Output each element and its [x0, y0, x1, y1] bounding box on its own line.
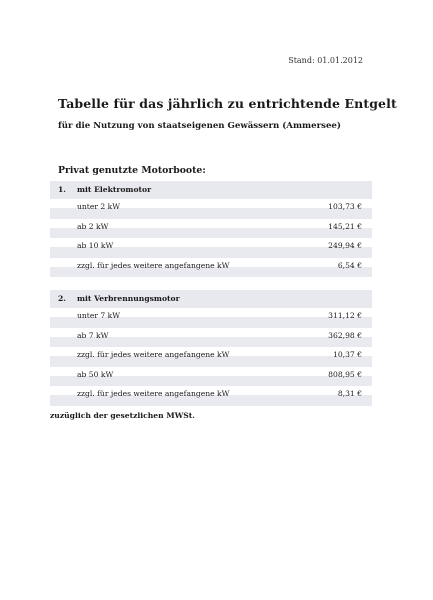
row-amount: 145,21 €	[328, 221, 362, 231]
row-label: ab 50 kW	[77, 369, 114, 379]
row-amount: 808,95 €	[328, 369, 362, 379]
group-heading: mit Elektromotor	[77, 185, 152, 194]
row-amount: 311,12 €	[328, 311, 362, 320]
table-row	[50, 258, 372, 278]
fee-table-combustion	[50, 290, 372, 406]
table-row	[50, 328, 372, 348]
group-heading-combustion	[50, 290, 372, 308]
row-label: zzgl. für jedes weitere angefangene kW	[77, 260, 230, 270]
section-title: Privat genutzte Motorboote:	[58, 165, 206, 176]
vat-note: zuzüglich der gesetzlichen MWSt.	[50, 411, 195, 420]
table-row	[50, 199, 372, 219]
row-label: ab 7 kW	[77, 330, 109, 340]
group-heading-electric	[50, 181, 372, 199]
fee-table-electric	[50, 181, 372, 277]
row-label: ab 10 kW	[77, 241, 114, 250]
row-amount: 362,98 €	[328, 330, 362, 340]
row-amount: 103,73 €	[328, 202, 362, 211]
document-title: Tabelle für das jährlich zu entrichtende Entgelt	[58, 96, 397, 111]
document-subtitle: für die Nutzung von staatseigenen Gewässern (Ammersee)	[58, 121, 341, 131]
row-label: unter 7 kW	[77, 311, 121, 320]
group-number: 1.	[58, 185, 66, 194]
row-amount: 8,31 €	[337, 389, 362, 398]
table-row	[50, 347, 372, 367]
date-stamp: Stand: 01.01.2012	[288, 56, 363, 65]
row-label: zzgl. für jedes weitere angefangene kW	[77, 389, 230, 398]
table-row	[50, 308, 372, 328]
table-row	[50, 367, 372, 387]
table-row	[50, 219, 372, 239]
group-number: 2.	[58, 294, 66, 303]
table-row	[50, 386, 372, 406]
table-row	[50, 238, 372, 258]
row-amount: 10,37 €	[333, 350, 362, 359]
row-amount: 249,94 €	[328, 241, 362, 250]
row-label: ab 2 kW	[77, 221, 109, 231]
row-amount: 6,54 €	[337, 260, 362, 270]
group-heading: mit Verbrennungsmotor	[77, 294, 180, 303]
row-label: unter 2 kW	[77, 202, 121, 211]
row-label: zzgl. für jedes weitere angefangene kW	[77, 350, 230, 359]
